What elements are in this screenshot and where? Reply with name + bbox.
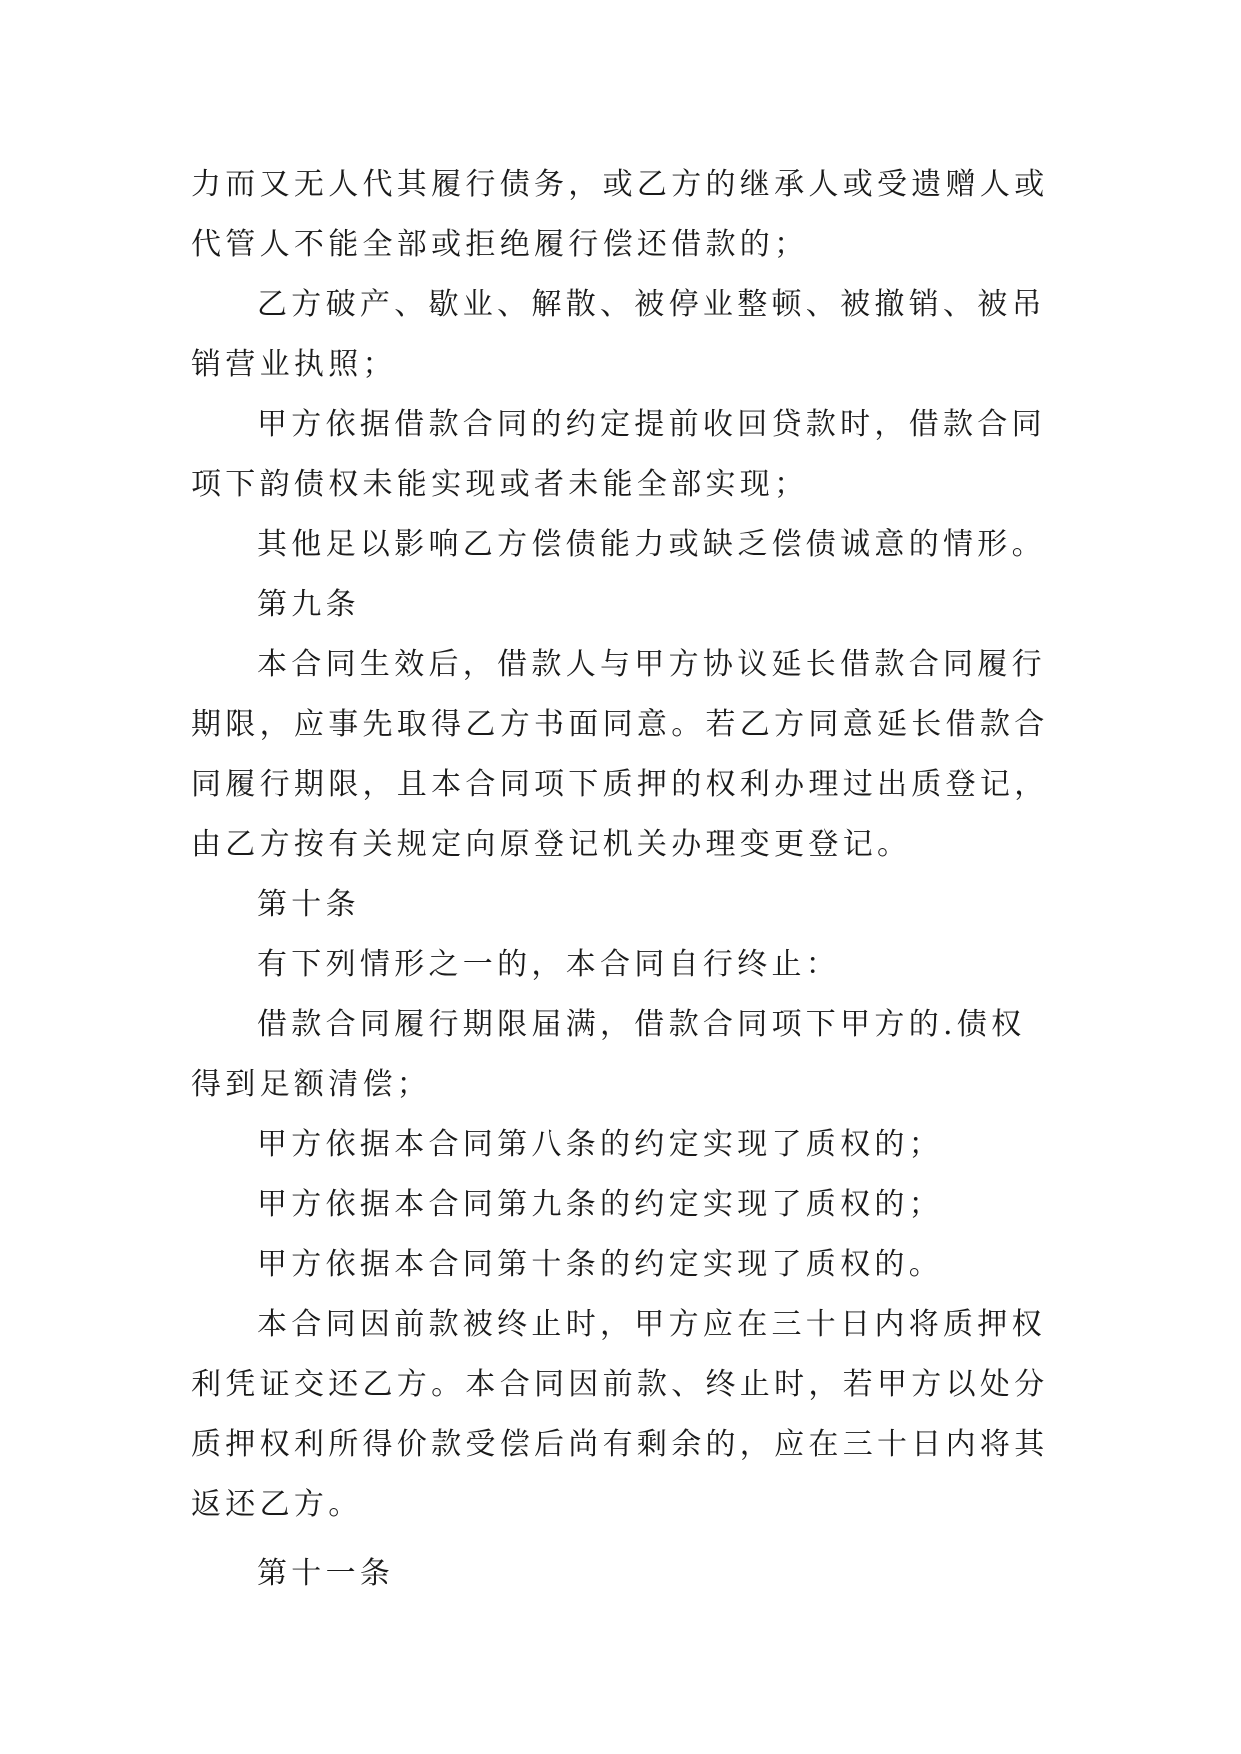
article-heading-9: 第九条 — [257, 587, 360, 622]
document-body — [191, 155, 1051, 1604]
paragraph-early-recovery: 甲方依据借款合同的约定提前收回贷款时，借款合同项下韵债权未能实现或者未能全部实现； — [191, 407, 1046, 502]
paragraph-continuation: 力而又无人代其履行债务，或乙方的继承人或受遗赠人或代管人不能全部或拒绝履行偿还借款的； — [191, 167, 1049, 262]
paragraph-other-circumstances: 其他足以影响乙方偿债能力或缺乏偿债诚意的情形。 — [257, 527, 1046, 562]
paragraph-extension: 本合同生效后，借款人与甲方协议延长借款合同履行期限，应事先取得乙方书面同意。若乙方同意延长借款合同履行期限，且本合同项下质押的权利办理过出质登记，由乙方按有关规定向原登记机关办理变更登记。 — [191, 647, 1049, 862]
article-heading-11: 第十一条 — [257, 1556, 395, 1591]
paragraph-termination-item-3: 甲方依据本合同第九条的约定实现了质权的； — [257, 1187, 943, 1222]
paragraph-termination-item-1: 借款合同履行期限届满，借款合同项下甲方的.债权得到足额清偿； — [191, 1007, 1026, 1102]
paragraph-termination-item-2: 甲方依据本合同第八条的约定实现了质权的； — [257, 1127, 943, 1162]
paragraph-bankruptcy: 乙方破产、歇业、解散、被停业整顿、被撤销、被吊销营业执照； — [191, 287, 1046, 382]
paragraph-termination-item-4: 甲方依据本合同第十条的约定实现了质权的。 — [257, 1247, 943, 1282]
article-heading-10: 第十条 — [257, 887, 360, 922]
paragraph-return-certificate: 本合同因前款被终止时，甲方应在三十日内将质押权利凭证交还乙方。本合同因前款、终止时，若甲方以处分质押权利所得价款受偿后尚有剩余的，应在三十日内将其返还乙方。 — [191, 1307, 1049, 1522]
paragraph-termination-intro: 有下列情形之一的，本合同自行终止： — [257, 947, 841, 982]
